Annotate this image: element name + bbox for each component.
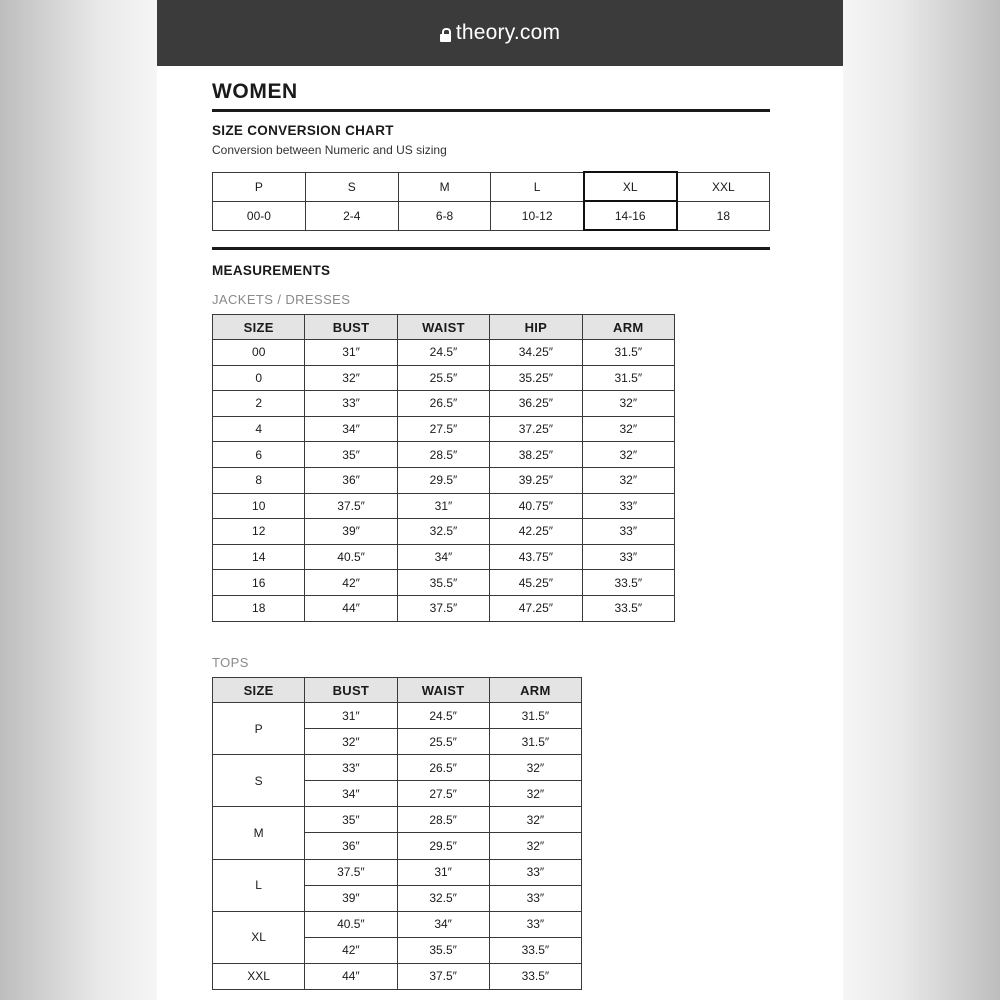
tops-title: TOPS [212,655,249,670]
table-row [213,340,675,366]
measurement-cell: 27.5″ [397,416,489,442]
column-header: BUST [305,315,397,340]
column-header: SIZE [213,678,305,703]
conversion-cell: L [491,172,584,201]
measurement-cell: 32.5″ [397,885,489,911]
measurement-cell: 32″ [582,391,674,417]
measurement-cell: 24.5″ [397,340,489,366]
size-cell: M [213,807,305,859]
conversion-cell: 2-4 [305,201,398,230]
measurement-cell: 33″ [305,755,397,781]
table-header-row [213,315,675,340]
measurement-cell: 37.5″ [397,595,489,621]
measurement-cell: 32″ [489,833,581,859]
table-row [213,391,675,417]
table-row [213,365,675,391]
measurement-cell: 40.75″ [490,493,582,519]
table-row [213,544,675,570]
size-cell: 0 [213,365,305,391]
measurement-cell: 33″ [582,493,674,519]
measurement-cell: 26.5″ [397,391,489,417]
conversion-table [212,171,770,231]
jackets-title: JACKETS / DRESSES [212,292,351,307]
measurement-cell: 26.5″ [397,755,489,781]
measurement-cell: 32″ [489,755,581,781]
measurement-cell: 33.5″ [582,595,674,621]
measurement-cell: 34.25″ [490,340,582,366]
page-title: WOMEN [212,80,298,103]
measurement-cell: 44″ [305,595,397,621]
table-row [213,442,675,468]
measurement-cell: 28.5″ [397,442,489,468]
measurement-cell: 40.5″ [305,911,397,937]
measurement-cell: 28.5″ [397,807,489,833]
measurement-cell: 24.5″ [397,703,489,729]
address-bar[interactable] [157,0,843,66]
url-text: theory.com [455,21,561,44]
measurement-cell: 35.5″ [397,570,489,596]
measurement-cell: 34″ [397,911,489,937]
measurement-cell: 31.5″ [582,340,674,366]
conversion-cell: P [213,172,306,201]
size-cell: 2 [213,391,305,417]
measurement-cell: 37.5″ [397,963,489,989]
measurement-cell: 33″ [489,859,581,885]
size-cell: 6 [213,442,305,468]
table-row [213,467,675,493]
conversion-cell: 18 [677,201,770,230]
measurement-cell: 29.5″ [397,467,489,493]
table-row [213,807,582,833]
size-cell: L [213,859,305,911]
table-row [213,755,582,781]
measurement-cell: 32″ [582,467,674,493]
measurement-cell: 34″ [305,781,397,807]
size-cell: 00 [213,340,305,366]
measurement-cell: 32″ [582,442,674,468]
table-row [213,416,675,442]
measurement-cell: 33″ [489,911,581,937]
conversion-cell: XXL [677,172,770,201]
measurement-cell: 29.5″ [397,833,489,859]
measurement-cell: 33.5″ [489,937,581,963]
conversion-cell: M [398,172,491,201]
measurement-cell: 32″ [489,781,581,807]
conversion-numeric-row [213,201,770,230]
divider [212,247,770,250]
measurement-cell: 42″ [305,937,397,963]
measurement-cell: 32.5″ [397,519,489,545]
column-header: HIP [490,315,582,340]
measurement-cell: 34″ [305,416,397,442]
measurement-cell: 37.5″ [305,493,397,519]
measurement-cell: 32″ [489,807,581,833]
measurement-cell: 25.5″ [397,729,489,755]
measurement-cell: 38.25″ [490,442,582,468]
measurement-cell: 45.25″ [490,570,582,596]
measurement-cell: 40.5″ [305,544,397,570]
measurement-cell: 33″ [582,519,674,545]
measurement-cell: 35″ [305,442,397,468]
tops-table [212,677,582,990]
phone-screen [157,0,843,1000]
measurement-cell: 39″ [305,885,397,911]
size-cell: XL [213,911,305,963]
measurement-cell: 32″ [305,365,397,391]
jackets-table [212,314,675,622]
measurement-cell: 31″ [305,340,397,366]
measurement-cell: 33″ [582,544,674,570]
column-header: ARM [489,678,581,703]
measurement-cell: 42.25″ [490,519,582,545]
measurement-cell: 25.5″ [397,365,489,391]
measurement-cell: 31″ [397,493,489,519]
measurement-cell: 35.25″ [490,365,582,391]
divider [212,109,770,112]
measurement-cell: 33″ [489,885,581,911]
measurement-cell: 32″ [305,729,397,755]
conversion-cell: 14-16 [584,201,677,230]
measurement-cell: 31.5″ [489,703,581,729]
table-row [213,570,675,596]
measurement-cell: 31.5″ [582,365,674,391]
measurement-cell: 39″ [305,519,397,545]
measurement-cell: 31″ [397,859,489,885]
conversion-cell: 10-12 [491,201,584,230]
table-row [213,963,582,989]
measurement-cell: 35″ [305,807,397,833]
measurement-cell: 43.75″ [490,544,582,570]
measurement-cell: 37.25″ [490,416,582,442]
size-cell: 16 [213,570,305,596]
table-row [213,859,582,885]
table-row [213,703,582,729]
table-row [213,519,675,545]
column-header: WAIST [397,315,489,340]
measurement-cell: 33.5″ [582,570,674,596]
measurement-cell: 33.5″ [489,963,581,989]
lock-icon [440,28,451,41]
conversion-subtitle: Conversion between Numeric and US sizing [212,143,447,157]
column-header: SIZE [213,315,305,340]
measurement-cell: 47.25″ [490,595,582,621]
table-header-row [213,678,582,703]
column-header: BUST [305,678,397,703]
measurement-cell: 34″ [397,544,489,570]
conversion-cell: S [305,172,398,201]
measurement-cell: 36.25″ [490,391,582,417]
table-row [213,595,675,621]
measurement-cell: 39.25″ [490,467,582,493]
measurement-cell: 31″ [305,703,397,729]
column-header: WAIST [397,678,489,703]
size-cell: 8 [213,467,305,493]
measurement-cell: 44″ [305,963,397,989]
size-cell: P [213,703,305,755]
measurements-title: MEASUREMENTS [212,263,331,278]
size-cell: XXL [213,963,305,989]
table-row [213,911,582,937]
measurement-cell: 35.5″ [397,937,489,963]
table-row [213,493,675,519]
column-header: ARM [582,315,674,340]
measurement-cell: 31.5″ [489,729,581,755]
size-cell: S [213,755,305,807]
measurement-cell: 32″ [582,416,674,442]
conversion-title: SIZE CONVERSION CHART [212,123,394,138]
size-cell: 10 [213,493,305,519]
size-cell: 4 [213,416,305,442]
measurement-cell: 42″ [305,570,397,596]
conversion-letters-row [213,172,770,201]
measurement-cell: 27.5″ [397,781,489,807]
size-cell: 12 [213,519,305,545]
size-cell: 18 [213,595,305,621]
conversion-cell: 00-0 [213,201,306,230]
measurement-cell: 36″ [305,467,397,493]
measurement-cell: 37.5″ [305,859,397,885]
conversion-cell: XL [584,172,677,201]
size-cell: 14 [213,544,305,570]
measurement-cell: 33″ [305,391,397,417]
conversion-cell: 6-8 [398,201,491,230]
measurement-cell: 36″ [305,833,397,859]
